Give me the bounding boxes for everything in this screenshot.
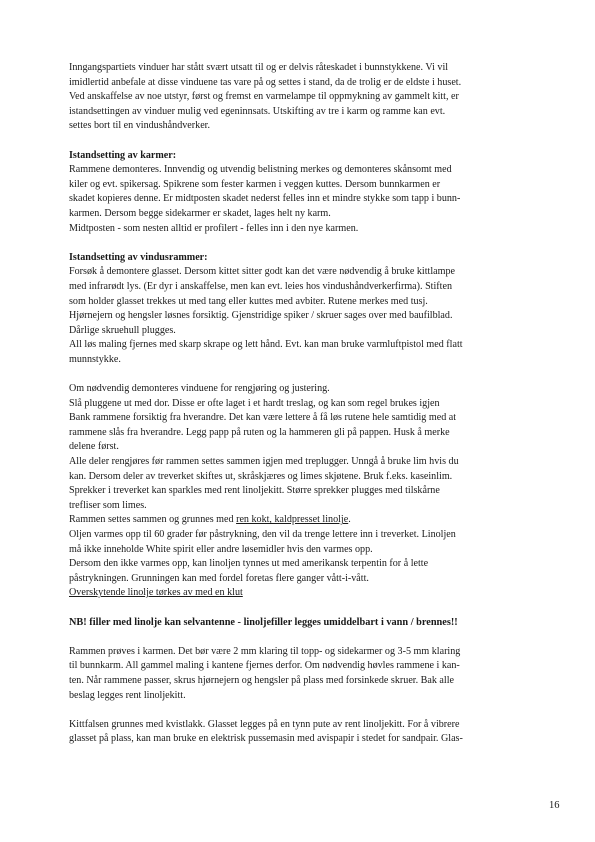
demontering-paragraph <box>69 382 539 601</box>
text-line: Rammene demonteres. Innvendig og utvendig belistning merkes og demonteres skånsomt med <box>69 164 452 176</box>
section-heading-karmer: Istandsetting av karmer: <box>69 149 177 161</box>
text-line: Forsøk å demontere glasset. Dersom kittet sitter godt kan det være nødvendig å bruke kittlampe <box>69 266 455 278</box>
text-line: Inngangspartiets vinduer har stått svært utsatt til og er delvis råteskadet i bunnstykkene. Vi vil <box>69 62 449 73</box>
text-line: som holder glasset trekkes ut med tang eller kuttes med avbiter. Rutene merkes med tusj. <box>69 295 428 307</box>
text-line: delene først. <box>69 441 119 453</box>
text-line: Hjørnejern og hengsler løsnes forsiktig. Gjenstridige spiker / skruer sages over med baufilblad. <box>69 310 453 322</box>
text-line: munnstykke. <box>69 353 121 365</box>
text-line: ten. Når rammene passer, skrus hjørnejern og hengsler på plass med forsinkede skruer. Bak alle <box>69 674 455 686</box>
text-line: Slå pluggene ut med dor. Disse er ofte laget i et hardt treslag, og kan som regel brukes igjen <box>69 397 440 409</box>
text-line: kiler og evt. spikersag. Spikrene som fester karmen i veggen kuttes. Dersom bunnkarmen er <box>69 178 441 190</box>
document-body <box>69 61 539 747</box>
text-line: Sprekker i treverket kan sparkles med rent linoljekitt. Større sprekker plugges med tilskårne <box>69 485 440 497</box>
intro-paragraph <box>69 61 539 134</box>
text-line: Alle deler rengjøres før rammen settes sammen igjen med treplugger. Unngå å bruke lim hvis du <box>69 456 459 468</box>
text-line: imidlertid anbefale at disse vinduene tas vare på og settes i stand, da de trolig er de eldste i huset. <box>69 76 462 88</box>
grunning-text: Rammen settes sammen og grunnes med <box>69 514 237 526</box>
text-line: karmen. Dersom begge sidekarmer er skadet, lages helt ny karm. <box>69 207 331 219</box>
page-number: 16 <box>549 800 560 811</box>
text-line: settes bort til en vindushåndverker. <box>69 120 211 132</box>
text-line: Rammen prøves i karmen. Det bør være 2 mm klaring til topp- og sidekarmer og 3-5 mm klaring <box>69 645 461 657</box>
grunning-period: . <box>348 514 351 526</box>
text-line: Oljen varmes opp til 60 grader før påstrykning, den vil da trenge lettere inn i treverket. Linoljen <box>69 529 456 540</box>
text-line: All løs maling fjernes med skarp skrape og lett hånd. Evt. kan man bruke varmluftpistol med flatt <box>69 339 463 351</box>
text-line: Midtposten - som nesten alltid er profilert - felles inn i den nye karmen. <box>69 222 359 234</box>
text-line: Ved anskaffelse av noe utstyr, først og fremst en varmelampe til oppmykning av gammelt kitt, er <box>69 91 459 103</box>
text-line: må ikke inneholde White spirit eller andre løsemidler hvis den varmes opp. <box>69 543 373 555</box>
text-line: trefliser som limes. <box>69 499 147 511</box>
proving-paragraph <box>69 645 539 703</box>
text-line: glasset på plass, kan man bruke en elektrisk pussemasin med avispapir i stedet for sandpair. Glas- <box>69 733 463 745</box>
paragraph-gap <box>69 134 539 149</box>
grunning-line <box>69 513 539 528</box>
text-line: beslag legges rent linoljekitt. <box>69 689 186 701</box>
paragraph-gap <box>69 703 539 718</box>
text-line: påstrykningen. Grunningen kan med fordel foretas flere ganger vått-i-vått. <box>69 572 369 584</box>
rammer-paragraph <box>69 265 539 367</box>
section-heading-vindusrammer: Istandsetting av vindusrammer: <box>69 251 208 263</box>
text-line: Om nødvendig demonteres vinduene for rengjøring og justering. <box>69 383 330 395</box>
text-line: istandsettingen av vinduer mulig ved egeninnsats. Utskifting av tre i karm og ramme kan evt. <box>69 105 446 117</box>
text-line: rammene slås fra hverandre. Legg papp på ruten og la hammeren gli på pappen. Husk å merke <box>69 426 450 438</box>
text-line: med infrarødt lys. (Er dyr i anskaffelse, men kan evt. leies hos vindushåndverkerfirma). Stiften <box>69 280 452 292</box>
paragraph-gap <box>69 601 539 616</box>
text-line: Bank rammene forsiktig fra hverandre. Det kan være lettere å få løs rutene hele samtidig med at <box>69 412 457 424</box>
linolje-underlined-text: ren kokt, kaldpresset linolje <box>236 514 349 526</box>
paragraph-gap <box>69 367 539 382</box>
text-line: til bunnkarm. All gammel maling i kantene fjernes derfor. Om nødvendig høvles rammene i kan- <box>69 660 460 672</box>
karmer-paragraph <box>69 163 539 236</box>
text-line: Kittfalsen grunnes med kvistlakk. Glasset legges på en tynn pute av rent linoljekitt. For å vibrere <box>69 718 460 730</box>
text-line: kan. Dersom deler av treverket skiftes ut, skråskjæres og limes skjøtene. Bruk f.eks. kaseinlim. <box>69 470 453 482</box>
fire-warning: NB! filler med linolje kan selvantenne - linoljefiller legges umiddelbart i vann / brennes!! <box>69 616 458 628</box>
text-line: skadet kopieres denne. Er midtposten skadet nederst felles inn et mindre stykke som tapp i bunn- <box>69 193 461 205</box>
text-line: Dårlige skruehull plugges. <box>69 324 176 336</box>
paragraph-gap <box>69 236 539 251</box>
overskytende-underlined-line: Overskytende linolje tørkes av med en klut <box>69 587 243 599</box>
kittfals-paragraph <box>69 718 539 747</box>
paragraph-gap <box>69 630 539 645</box>
text-line: Dersom den ikke varmes opp, kan linoljen tynnes ut med amerikansk terpentin for å lette <box>69 558 429 570</box>
